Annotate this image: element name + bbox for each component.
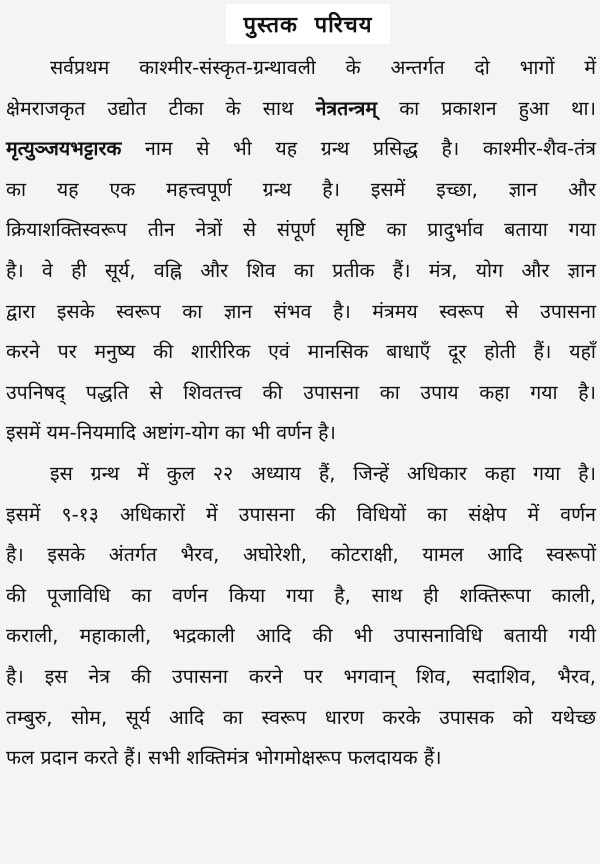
bold-title-netratantram: नेत्रतन्त्रम्: [315, 96, 378, 120]
text-line: मृत्युञ्जयभट्टारक नाम से भी यह ग्रन्थ प्रसिद्ध है। काश्मीर-शैव-तंत्र: [6, 137, 596, 161]
body-text: [6, 48, 596, 779]
text-line: है। इस नेत्र की उपासना करने पर भगवान् शिव, सदाशिव, भैरव,: [6, 664, 596, 688]
text-line: सर्वप्रथम काश्मीर-संस्कृत-ग्रन्थावली के अन्तर्गत दो भागों में: [50, 56, 596, 79]
text-line: क्रियाशक्तिस्वरूप तीन नेत्रों से संपूर्ण सृष्टि का प्रादुर्भाव बताया गया: [6, 218, 596, 242]
text-line: इस ग्रन्थ में कुल २२ अध्याय हैं, जिन्हें अधिकार कहा गया है।: [50, 461, 596, 485]
text-line: है। इसके अंतर्गत भैरव, अघोरेशी, कोटराक्षी, यामल आदि स्वरूपों: [6, 543, 596, 567]
text-line: का यह एक महत्त्वपूर्ण ग्रन्थ है। इसमें इच्छा, ज्ञान और: [6, 177, 596, 201]
text-line: करने पर मनुष्य की शारीरिक एवं मानसिक बाधाएँ दूर होती हैं। यहाँ: [6, 340, 596, 364]
paragraph-2: [6, 454, 596, 779]
text-line: फल प्रदान करते हैं। सभी शक्तिमंत्र भोगमोक्षरूप फलदायक हैं।: [6, 746, 442, 770]
text-line: है। वे ही सूर्य, वह्नि और शिव का प्रतीक हैं। मंत्र, योग और ज्ञान: [6, 258, 596, 282]
bold-title-mrityunjaya: मृत्युञ्जयभट्टारक: [6, 137, 122, 161]
page-title: पुस्तक परिचय: [243, 13, 373, 38]
title-box: [226, 4, 390, 44]
text-line: कराली, महाकाली, भद्रकाली आदि की भी उपासनाविधि बतायी गयी: [6, 624, 596, 648]
paragraph-1: [6, 48, 596, 454]
text-line: द्वारा इसके स्वरूप का ज्ञान संभव है। मंत्रमय स्वरूप से उपासना: [6, 299, 596, 323]
text-line: की पूजाविधि का वर्णन किया गया है, साथ ही शक्तिरूपा काली,: [6, 583, 596, 607]
text-line: क्षेमराजकृत उद्योत टीका के साथ नेत्रतन्त्रम् का प्रकाशन हुआ था।: [6, 96, 596, 120]
text-line: इसमें ९-१३ अधिकारों में उपासना की विधियों का संक्षेप में वर्णन: [6, 502, 596, 526]
text-line: तम्बुरु, सोम, सूर्य आदि का स्वरूप धारण करके उपासक को यथेच्छ: [6, 705, 596, 729]
text-line: इसमें यम-नियमादि अष्टांग-योग का भी वर्णन है।: [6, 421, 336, 445]
text-line: उपनिषद् पद्धति से शिवतत्त्व की उपासना का उपाय कहा गया है।: [6, 380, 596, 404]
